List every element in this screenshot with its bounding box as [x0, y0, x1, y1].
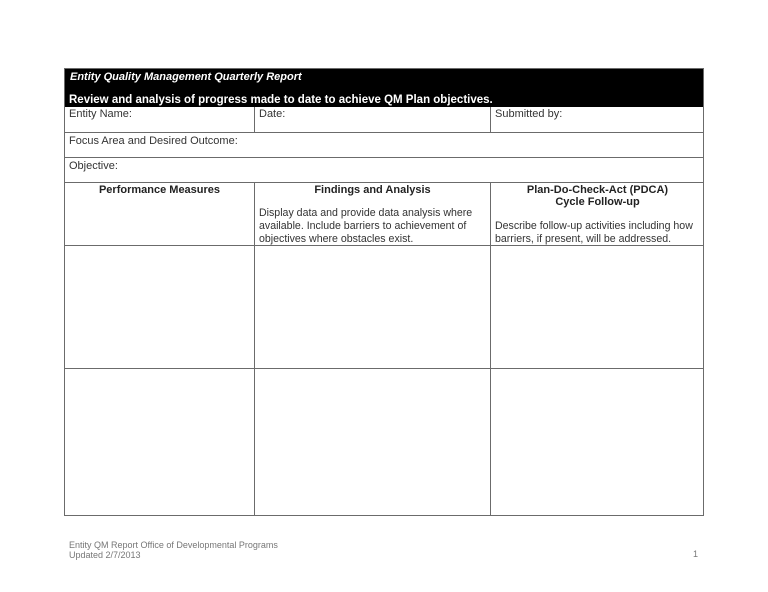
objective-row	[65, 157, 703, 182]
entity-name-field[interactable]	[65, 107, 254, 132]
focus-area-field[interactable]	[65, 133, 703, 157]
column-header-row	[65, 182, 703, 245]
pdca-description: Describe follow-up activities including how barriers, if present, will be addressed.	[495, 220, 693, 245]
follow-up-cell[interactable]	[490, 369, 704, 515]
findings-title: Findings and Analysis	[314, 184, 431, 196]
page-number: 1	[693, 549, 699, 559]
objective-field[interactable]	[65, 158, 703, 182]
performance-measures-header	[65, 183, 254, 245]
focus-area-row	[65, 132, 703, 157]
date-label: Date:	[259, 108, 286, 120]
report-subtitle: Review and analysis of progress made to date to achieve QM Plan objectives.	[69, 94, 493, 106]
submitted-by-field[interactable]	[490, 107, 704, 132]
report-table	[64, 68, 704, 516]
report-banner	[65, 69, 703, 107]
follow-up-cell[interactable]	[490, 246, 704, 368]
entity-name-label: Entity Name:	[69, 108, 132, 120]
performance-measures-cell[interactable]	[65, 246, 254, 368]
findings-cell[interactable]	[254, 246, 490, 368]
objective-label: Objective:	[69, 160, 118, 172]
performance-measures-cell[interactable]	[65, 369, 254, 515]
findings-header	[254, 183, 490, 245]
report-title: Entity Quality Management Quarterly Report	[70, 71, 302, 83]
footer-office: Entity QM Report Office of Developmental Programs	[69, 540, 278, 550]
footer-updated: Updated 2/7/2013	[69, 550, 141, 560]
pdca-title: Plan-Do-Check-Act (PDCA) Cycle Follow-up	[526, 184, 669, 208]
entry-row	[65, 368, 703, 515]
entity-row	[65, 107, 703, 132]
submitted-by-label: Submitted by:	[495, 108, 563, 120]
pdca-header	[490, 183, 704, 245]
page-footer	[69, 540, 278, 560]
focus-area-label: Focus Area and Desired Outcome:	[69, 135, 238, 147]
date-field[interactable]	[254, 107, 490, 132]
performance-measures-title: Performance Measures	[98, 184, 221, 196]
entry-row	[65, 245, 703, 368]
findings-description: Display data and provide data analysis where available. Include barriers to achievement of objectives where obstacles exist.	[259, 207, 473, 245]
findings-cell[interactable]	[254, 369, 490, 515]
